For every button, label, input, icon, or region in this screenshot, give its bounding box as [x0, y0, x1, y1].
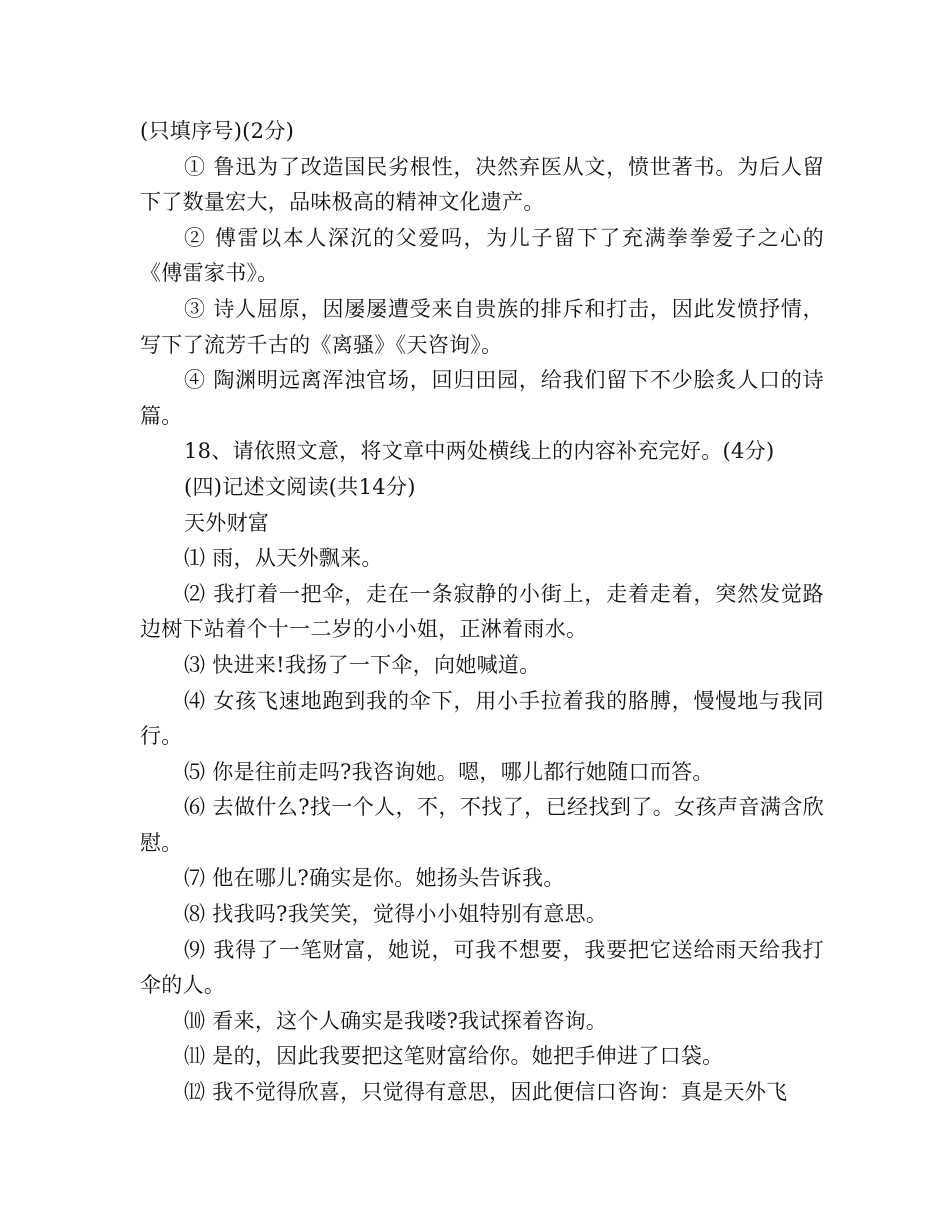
paragraph: ⑼ 我得了一笔财富，她说，可我不想要，我要把它送给雨天给我打伞的人。: [140, 937, 824, 998]
paragraph: ⑽ 看来，这个人确实是我喽?我试探着咨询。: [184, 1008, 608, 1033]
paragraph: ⑸ 你是往前走吗?我咨询她。嗯，哪儿都行她随口而答。: [184, 759, 714, 784]
paragraph: ③ 诗人屈原，因屡屡遭受来自贵族的排斥和打击，因此发愤抒情，写下了流芳千古的《离骚》《天咨询》。: [140, 296, 824, 357]
paragraph: ⑴ 雨，从天外飘来。: [184, 546, 383, 571]
paragraph: 天外财富: [184, 510, 270, 535]
paragraph: ⑺ 他在哪儿?确实是你。她扬头告诉我。: [184, 866, 565, 891]
paragraph: ⑻ 找我吗?我笑笑，觉得小小姐特别有意思。: [184, 902, 608, 927]
paragraph: (只填序号)(2分): [140, 119, 295, 143]
paragraph: ⑶ 快进来!我扬了一下伞，向她喊道。: [184, 652, 541, 677]
document-body: [140, 114, 824, 1111]
paragraph: ⑾ 是的，因此我要把这笔财富给你。她把手伸进了口袋。: [184, 1044, 724, 1069]
paragraph: ① 鲁迅为了改造国民劣根性，决然弃医从文，愤世著书。为后人留下了数量宏大，品味极高的精神文化遗产。: [140, 154, 824, 215]
paragraph: (四)记述文阅读(共14分): [184, 474, 416, 499]
paragraph: ⑵ 我打着一把伞，走在一条寂静的小街上，走着走着，突然发觉路边树下站着个十一二岁的小小姐，正淋着雨水。: [140, 581, 824, 642]
paragraph: ② 傅雷以本人深沉的父爱吗，为儿子留下了充满拳拳爱子之心的《傅雷家书》。: [140, 225, 824, 286]
paragraph: ⑿ 我不觉得欣喜，只觉得有意思，因此便信口咨询：真是天外飞: [184, 1080, 788, 1105]
paragraph: ④ 陶渊明远离浑浊官场，回归田园，给我们留下不少脍炙人口的诗篇。: [140, 368, 824, 428]
paragraph: ⑹ 去做什么?找一个人，不，不找了，已经找到了。女孩声音满含欣慰。: [140, 795, 824, 855]
paragraph: ⑷ 女孩飞速地跑到我的伞下，用小手拉着我的胳膊，慢慢地与我同行。: [140, 688, 824, 749]
paragraph: 18、请依照文意，将文章中两处横线上的内容补充完好。(4分): [184, 439, 775, 464]
